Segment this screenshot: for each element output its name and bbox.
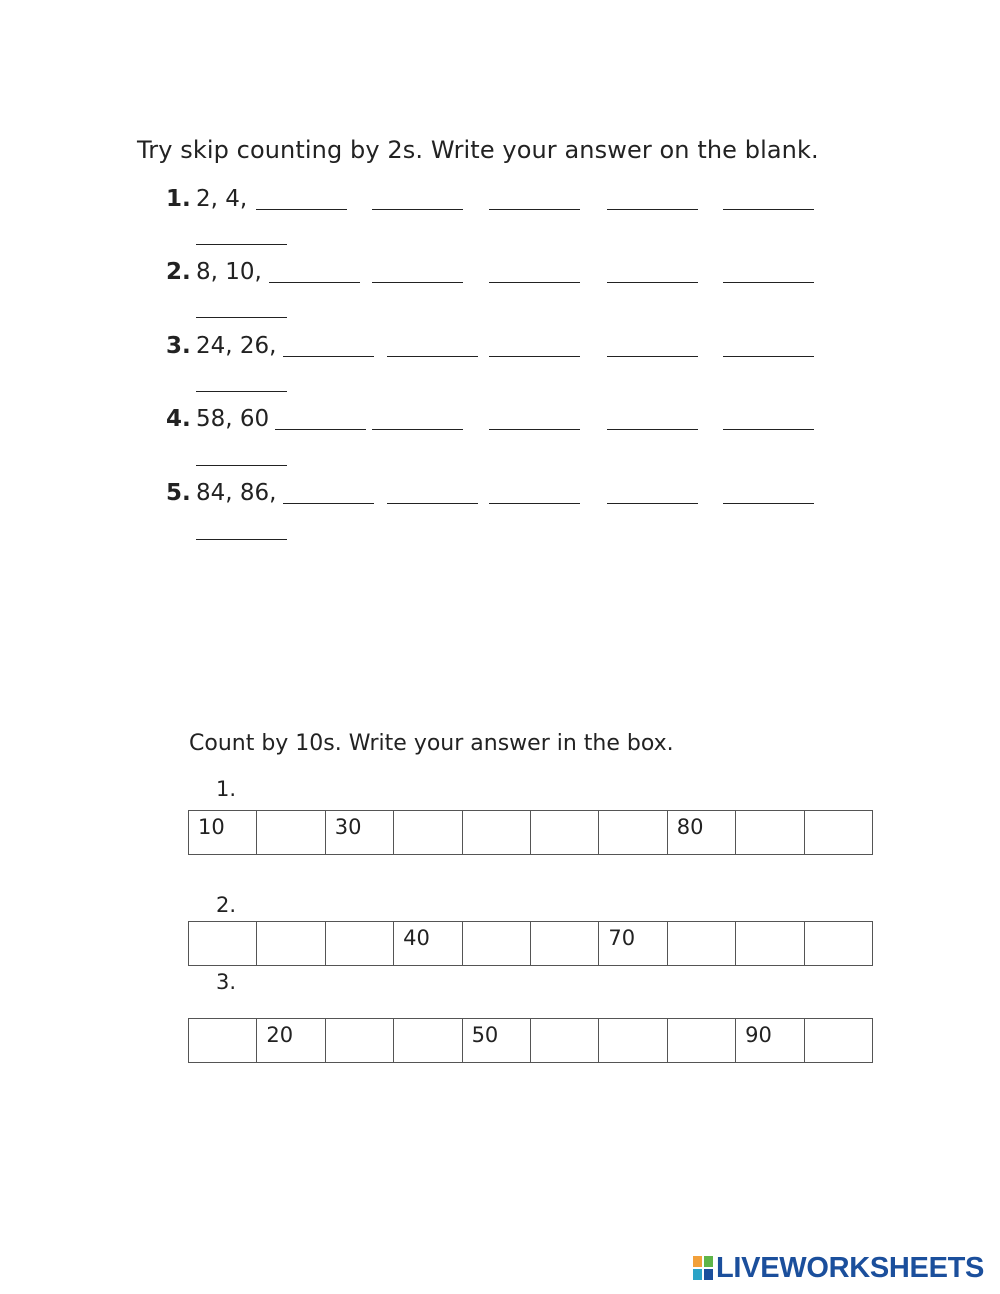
answer-blank[interactable] [723, 503, 814, 504]
answer-box[interactable] [599, 1019, 667, 1063]
answer-blank[interactable] [275, 429, 366, 430]
liveworksheets-logo [693, 1253, 984, 1283]
answer-box[interactable] [667, 922, 735, 966]
logo-text: LIVEWORKSHEETS [716, 1252, 985, 1284]
answer-blank[interactable] [196, 317, 287, 318]
answer-box[interactable] [257, 811, 325, 855]
answer-blank[interactable] [607, 503, 698, 504]
question-number: 1. [166, 186, 191, 212]
answer-box[interactable] [394, 1019, 462, 1063]
instruction-skip-count-2s: Try skip counting by 2s. Write your answer on the blank. [137, 136, 819, 164]
answer-blank[interactable] [387, 356, 478, 357]
answer-blank[interactable] [372, 429, 463, 430]
answer-box-row-2 [188, 921, 873, 966]
answer-blank[interactable] [723, 209, 814, 210]
answer-box[interactable] [599, 811, 667, 855]
answer-blank[interactable] [196, 465, 287, 466]
answer-box[interactable] [804, 811, 872, 855]
question-number: 3. [166, 333, 191, 359]
question-sequence: 24, 26, [196, 333, 277, 359]
answer-box[interactable]: 40 [394, 922, 462, 966]
answer-blank[interactable] [196, 244, 287, 245]
answer-box[interactable]: 90 [736, 1019, 804, 1063]
answer-blank[interactable] [372, 209, 463, 210]
answer-box[interactable] [804, 922, 872, 966]
answer-box[interactable]: 10 [189, 811, 257, 855]
answer-box[interactable] [189, 1019, 257, 1063]
answer-box[interactable]: 30 [325, 811, 393, 855]
answer-blank[interactable] [283, 503, 374, 504]
answer-box[interactable] [530, 1019, 598, 1063]
answer-blank[interactable] [489, 429, 580, 430]
question-sequence: 58, 60 [196, 406, 270, 432]
answer-box[interactable] [257, 922, 325, 966]
box-row-label-1: 1. [216, 777, 237, 801]
box-row-label-2: 2. [216, 893, 237, 917]
answer-blank[interactable] [607, 356, 698, 357]
answer-blank[interactable] [723, 429, 814, 430]
answer-blank[interactable] [607, 282, 698, 283]
answer-box[interactable]: 50 [462, 1019, 530, 1063]
answer-blank[interactable] [387, 503, 478, 504]
answer-box[interactable] [530, 811, 598, 855]
question-sequence: 84, 86, [196, 480, 277, 506]
question-number: 4. [166, 406, 191, 432]
answer-box[interactable] [736, 922, 804, 966]
answer-blank[interactable] [607, 429, 698, 430]
question-number: 2. [166, 259, 191, 285]
answer-box[interactable] [462, 811, 530, 855]
answer-box[interactable]: 20 [257, 1019, 325, 1063]
answer-box-row-1 [188, 810, 873, 855]
answer-box[interactable] [325, 922, 393, 966]
answer-box-row-3 [188, 1018, 873, 1063]
answer-blank[interactable] [489, 282, 580, 283]
question-sequence: 8, 10, [196, 259, 262, 285]
liveworksheets-logo-icon [693, 1256, 713, 1280]
answer-blank[interactable] [489, 356, 580, 357]
answer-box[interactable] [189, 922, 257, 966]
answer-blank[interactable] [489, 503, 580, 504]
answer-blank[interactable] [723, 356, 814, 357]
answer-blank[interactable] [607, 209, 698, 210]
answer-box[interactable] [804, 1019, 872, 1063]
answer-box[interactable] [394, 811, 462, 855]
instruction-count-10s: Count by 10s. Write your answer in the box. [189, 731, 674, 756]
answer-box[interactable] [462, 922, 530, 966]
answer-box[interactable] [530, 922, 598, 966]
answer-box[interactable] [667, 1019, 735, 1063]
answer-blank[interactable] [489, 209, 580, 210]
answer-box[interactable] [736, 811, 804, 855]
answer-box[interactable] [325, 1019, 393, 1063]
answer-blank[interactable] [372, 282, 463, 283]
question-number: 5. [166, 480, 191, 506]
answer-blank[interactable] [256, 209, 347, 210]
answer-box[interactable]: 80 [667, 811, 735, 855]
answer-blank[interactable] [283, 356, 374, 357]
question-sequence: 2, 4, [196, 186, 248, 212]
answer-blank[interactable] [196, 539, 287, 540]
box-row-label-3: 3. [216, 970, 237, 994]
answer-blank[interactable] [196, 391, 287, 392]
answer-box[interactable]: 70 [599, 922, 667, 966]
answer-blank[interactable] [269, 282, 360, 283]
answer-blank[interactable] [723, 282, 814, 283]
